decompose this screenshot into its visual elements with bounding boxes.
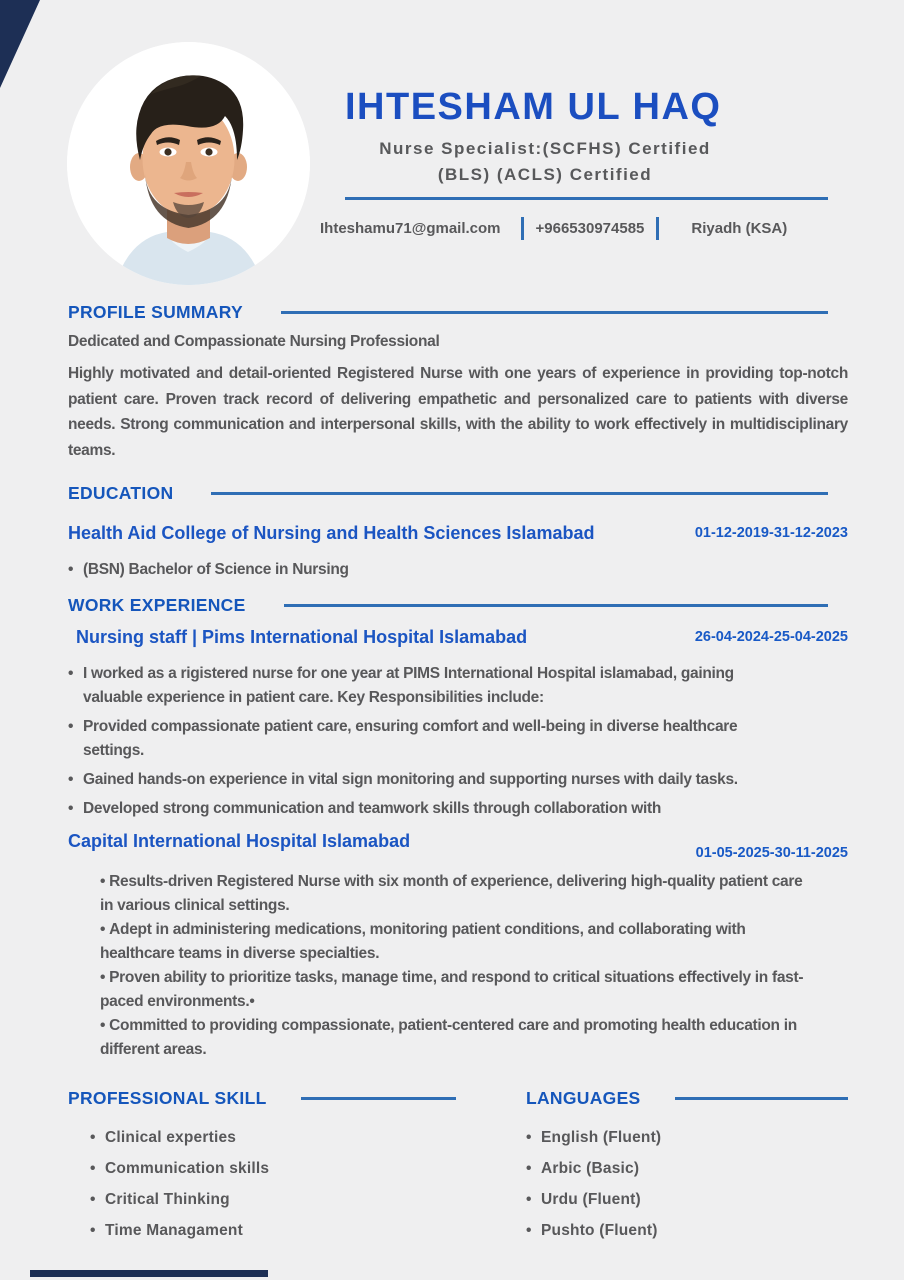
section-heading: LANGUAGES [526, 1088, 641, 1108]
section-heading: PROFILE SUMMARY [68, 302, 243, 322]
contact-email: Ihteshamu71@gmail.com [320, 220, 501, 237]
education-list [68, 558, 848, 582]
job1-bullet-list [68, 662, 768, 821]
section-divider [284, 604, 828, 607]
list-item: • Developed strong communication and teamwork skills through collaboration with [68, 797, 768, 821]
list-item: • Critical Thinking [90, 1191, 456, 1209]
bottom-columns [68, 1088, 848, 1253]
section-divider [211, 492, 828, 495]
list-item: • Clinical experties [90, 1129, 456, 1147]
separator-bar-icon [656, 217, 659, 240]
header [320, 86, 828, 240]
list-item: • English (Fluent) [526, 1129, 848, 1147]
profile-lead: Dedicated and Compassionate Nursing Professional [68, 333, 440, 350]
list-item: • Pushto (Fluent) [526, 1222, 848, 1240]
list-item: • Committed to providing compassionate, patient-centered care and promoting health education in different areas. [100, 1014, 805, 1062]
corner-accent-triangle [0, 0, 40, 88]
section-header [526, 1088, 848, 1109]
section-languages [526, 1088, 848, 1253]
list-item: • Proven ability to prioritize tasks, manage time, and respond to critical situations effectively in fast-paced environments.• [100, 966, 805, 1014]
job-entry-2 [68, 831, 848, 861]
section-divider [301, 1097, 456, 1100]
section-heading: WORK EXPERIENCE [68, 595, 246, 615]
section-education [68, 483, 848, 582]
list-item: • Arbic (Basic) [526, 1160, 848, 1178]
list-item: • I worked as a rigistered nurse for one year at PIMS International Hospital islamabad, gaining valuable experience in patient care. Key Responsibilities include: [68, 662, 768, 710]
profile-paragraph: Highly motivated and detail-oriented Registered Nurse with one years of experience in providing top-notch patient care. Proven track record of delivering empathetic and personalized care to patients with diverse needs. Strong communication and interpersonal skills, with the ability to work effectively in multidisciplinary teams. [68, 365, 848, 459]
section-heading: EDUCATION [68, 483, 174, 503]
section-work-experience [68, 595, 848, 1062]
section-header [68, 483, 848, 504]
section-profile-summary [68, 302, 848, 463]
section-divider [675, 1097, 848, 1100]
list-item: • Gained hands-on experience in vital sign monitoring and supporting nurses with daily tasks. [68, 768, 768, 792]
job2-bullet-list [100, 870, 805, 1062]
list-item: • Time Managament [90, 1222, 456, 1240]
section-header [68, 302, 848, 323]
header-divider [345, 197, 828, 200]
job-title-line2: (BLS) (ACLS) Certified [437, 165, 653, 184]
resume-body [68, 302, 848, 1253]
job2-dates: 01-05-2025-30-11-2025 [695, 845, 848, 861]
page-title-name: IHTESHAM UL HAQ [345, 86, 722, 128]
skills-list [68, 1129, 456, 1240]
list-item: • Provided compassionate patient care, ensuring comfort and well-being in diverse healthcare settings. [68, 715, 768, 763]
list-item: • Communication skills [90, 1160, 456, 1178]
section-header [68, 595, 848, 616]
job-entry-1 [68, 627, 848, 648]
separator-bar-icon [521, 217, 524, 240]
contact-location: Riyadh (KSA) [691, 220, 788, 237]
section-divider [281, 311, 828, 314]
list-item: • Adept in administering medications, monitoring patient conditions, and collaborating with healthcare teams in diverse specialties. [100, 918, 805, 966]
list-item: • Urdu (Fluent) [526, 1191, 848, 1209]
list-item: • Results-driven Registered Nurse with six month of experience, delivering high-quality patient care in various clinical settings. [100, 870, 805, 918]
school-name: Health Aid College of Nursing and Health Sciences Islamabad [68, 523, 595, 543]
contact-row [320, 217, 828, 240]
job1-title: Nursing staff | Pims International Hospital Islamabad [76, 627, 528, 647]
job-title-line1: Nurse Specialist:(SCFHS) Certified [379, 139, 711, 158]
section-header [68, 1088, 456, 1109]
education-dates: 01-12-2019-31-12-2023 [694, 525, 848, 541]
footer-accent-bar [30, 1270, 268, 1277]
job2-title: Capital International Hospital Islamabad [68, 831, 411, 851]
section-professional-skill [68, 1088, 456, 1253]
languages-list [526, 1129, 848, 1240]
portrait-illustration [67, 42, 310, 285]
profile-photo [67, 42, 310, 285]
job1-dates: 26-04-2024-25-04-2025 [694, 629, 848, 645]
section-heading: PROFESSIONAL SKILL [68, 1088, 267, 1108]
contact-phone: +966530974585 [535, 220, 645, 237]
education-entry [68, 523, 848, 544]
list-item: • (BSN) Bachelor of Science in Nursing [68, 558, 848, 582]
